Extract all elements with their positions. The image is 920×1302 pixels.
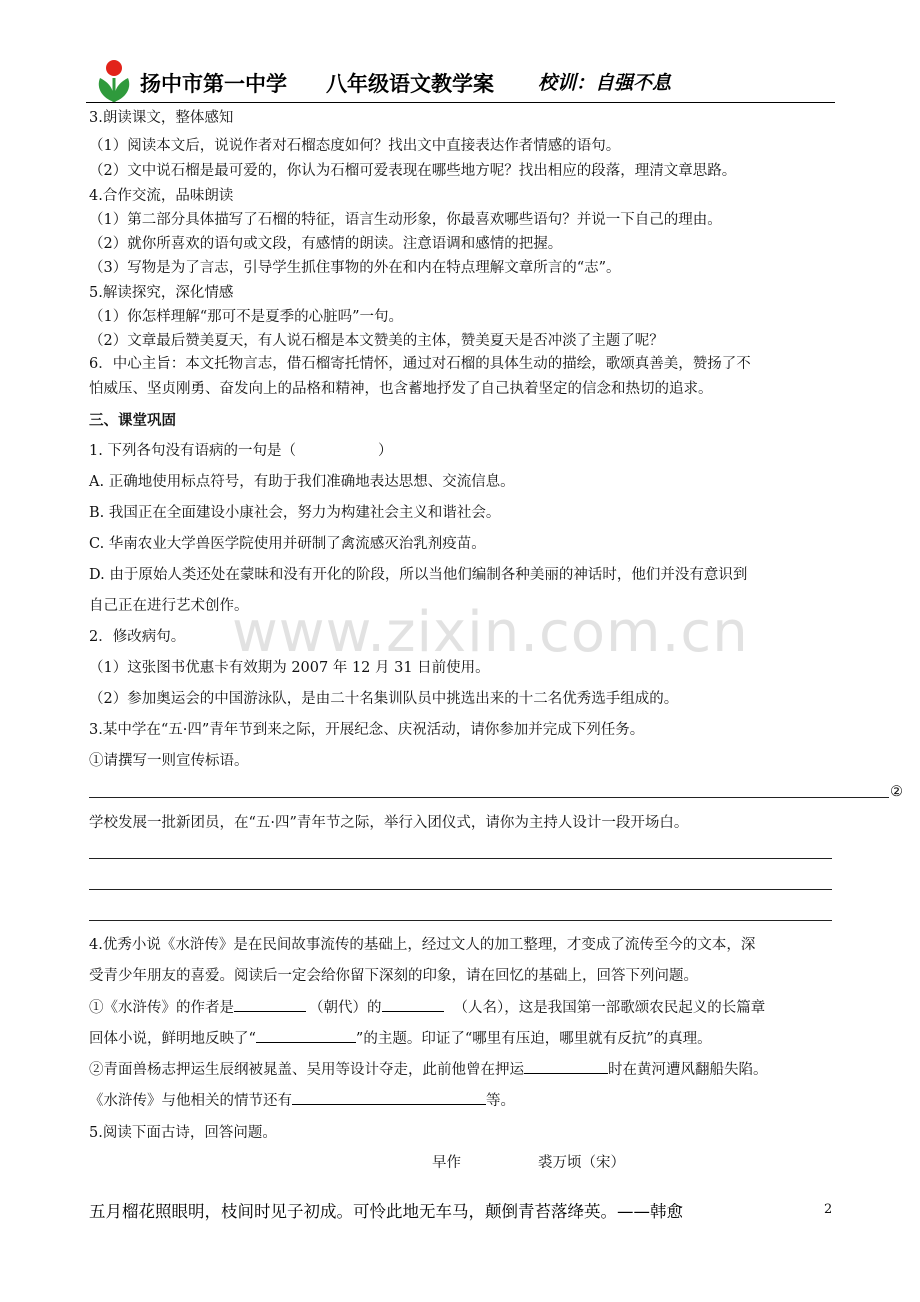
task-1: ①请撰写一则宣传标语。 — [89, 753, 249, 769]
text-line: 怕威压、坚贞刚勇、奋发向上的品格和精神，也含蓄地抒发了自己执着坚定的信念和热切的追求。 — [89, 381, 713, 397]
answer-blank[interactable] — [382, 997, 444, 1012]
text-line: （3）写物是为了言志，引导学生抓住事物的外在和内在特点理解文章所言的“志”。 — [89, 260, 621, 276]
answer-blank[interactable] — [234, 997, 306, 1012]
task-2-marker: ② — [890, 784, 903, 800]
answer-line[interactable] — [89, 920, 832, 921]
question-text: （人名），这是我国第一部歌颂农民起义的长篇章 — [453, 1000, 766, 1016]
question-text: 时在黄河遭风翻船失陷。 — [608, 1062, 768, 1078]
question-5: 5.阅读下面古诗，回答问题。 — [89, 1125, 277, 1141]
question-3: 3.某中学在“五·四”青年节到来之际，开展纪念、庆祝活动，请你参加并完成下列任务。 — [89, 722, 645, 738]
school-name: 扬中市第一中学 — [140, 72, 287, 96]
question-text: 等。 — [486, 1093, 515, 1109]
answer-blank[interactable] — [524, 1059, 608, 1074]
option-a: A. 正确地使用标点符号，有助于我们准确地表达思想、交流信息。 — [89, 474, 515, 490]
header-divider — [86, 102, 835, 103]
text-line: （2）文章最后赞美夏天，有人说石榴是本文赞美的主体，赞美夏天是否冲淡了主题了呢？ — [89, 333, 664, 349]
text-line: （1）你怎样理解“那可不是夏季的心脏吗”一句。 — [89, 309, 404, 325]
answer-blank[interactable] — [296, 441, 378, 455]
text-line: （1）第二部分具体描写了石榴的特征，语言生动形象，你最喜欢哪些语句？并说一下自己的理由。 — [89, 212, 722, 228]
question-text: ②青面兽杨志押运生辰纲被晁盖、吴用等设计夺走，此前他曾在押运 — [89, 1062, 524, 1078]
question-text: （朝代）的 — [309, 1000, 382, 1016]
question-2: 2．修改病句。 — [89, 629, 186, 645]
answer-blank[interactable] — [256, 1028, 356, 1043]
section-heading: 三、课堂巩固 — [89, 413, 176, 429]
question-4-1 — [89, 997, 765, 1018]
question-4-2-cont — [89, 1090, 515, 1111]
poem-title: 早作 — [432, 1155, 461, 1171]
sentence-2: （2）参加奥运会的中国游泳队，是由二十名集训队员中挑选出来的十二名优秀选手组成的。 — [89, 691, 679, 707]
question-text: 回体小说，鲜明地反映了“ — [89, 1031, 256, 1047]
document-title: 八年级语文教学案 — [326, 72, 494, 96]
task-2: 学校发展一批新团员，在“五·四”青年节之际，举行入团仪式，请你为主持人设计一段开场白。 — [89, 815, 689, 831]
question-4: 4.优秀小说《水浒传》是在民间故事流传的基础上，经过文人的加工整理，才变成了流传至今的文本，深 — [89, 937, 756, 953]
text-line: （2）文中说石榴是最可爱的，你认为石榴可爱表现在哪些地方呢？找出相应的段落，理清文章思路。 — [89, 163, 737, 179]
text-line: 4.合作交流，品味朗读 — [89, 188, 234, 204]
answer-line[interactable] — [89, 797, 889, 798]
watermark: www.zixin.com.cn — [232, 600, 749, 665]
answer-line[interactable] — [89, 858, 832, 859]
text-line: （2）就你所喜欢的语句或文段，有感情的朗读。注意语调和感情的把握。 — [89, 236, 563, 252]
question-text: ①《水浒传》的作者是 — [89, 1000, 234, 1016]
answer-blank[interactable] — [292, 1090, 486, 1105]
text-line: 5.解读探究，深化情感 — [89, 285, 234, 301]
question-text: ） — [377, 443, 393, 459]
option-d-cont: 自己正在进行艺术创作。 — [89, 598, 249, 614]
question-text: ”的主题。印证了“哪里有压迫，哪里就有反抗”的真理。 — [355, 1031, 712, 1047]
question-4-2 — [89, 1059, 768, 1080]
school-motto: 校训：自强不息 — [538, 72, 672, 94]
answer-line[interactable] — [89, 889, 832, 890]
option-b: B. 我国正在全面建设小康社会，努力为构建社会主义和谐社会。 — [89, 505, 501, 521]
sentence-1: （1）这张图书优惠卡有效期为 2007 年 12 月 31 日前使用。 — [89, 660, 490, 676]
text-line: 6．中心主旨：本文托物言志，借石榴寄托情怀，通过对石榴的具体生动的描绘，歌颂真善美，赞扬了不 — [89, 356, 751, 372]
question-1 — [89, 441, 392, 461]
question-4-cont: 受青少年朋友的喜爱。阅读后一定会给你留下深刻的印象，请在回忆的基础上，回答下列问题。 — [89, 968, 698, 984]
question-text: 1. 下列各句没有语病的一句是（ — [89, 443, 296, 459]
text-line: （1）阅读本文后，说说作者对石榴态度如何？找出文中直接表达作者情感的语句。 — [89, 138, 621, 154]
footer-quote: 五月榴花照眼明，枝间时见子初成。可怜此地无车马，颠倒青苔落绛英。——韩愈 — [89, 1202, 683, 1221]
option-d: D. 由于原始人类还处在蒙昧和没有开化的阶段，所以当他们编制各种美丽的神话时，他们并没有意识到 — [89, 567, 748, 583]
page-number: 2 — [824, 1202, 833, 1217]
question-text: 《水浒传》与他相关的情节还有 — [89, 1093, 292, 1109]
option-c: C. 华南农业大学兽医学院使用并研制了禽流感灭治乳剂疫苗。 — [89, 536, 486, 552]
poem-author: 裘万顷（宋） — [538, 1155, 625, 1171]
text-line: 3.朗读课文，整体感知 — [89, 110, 234, 126]
school-logo-icon — [92, 58, 136, 104]
question-4-1-cont — [89, 1028, 712, 1049]
